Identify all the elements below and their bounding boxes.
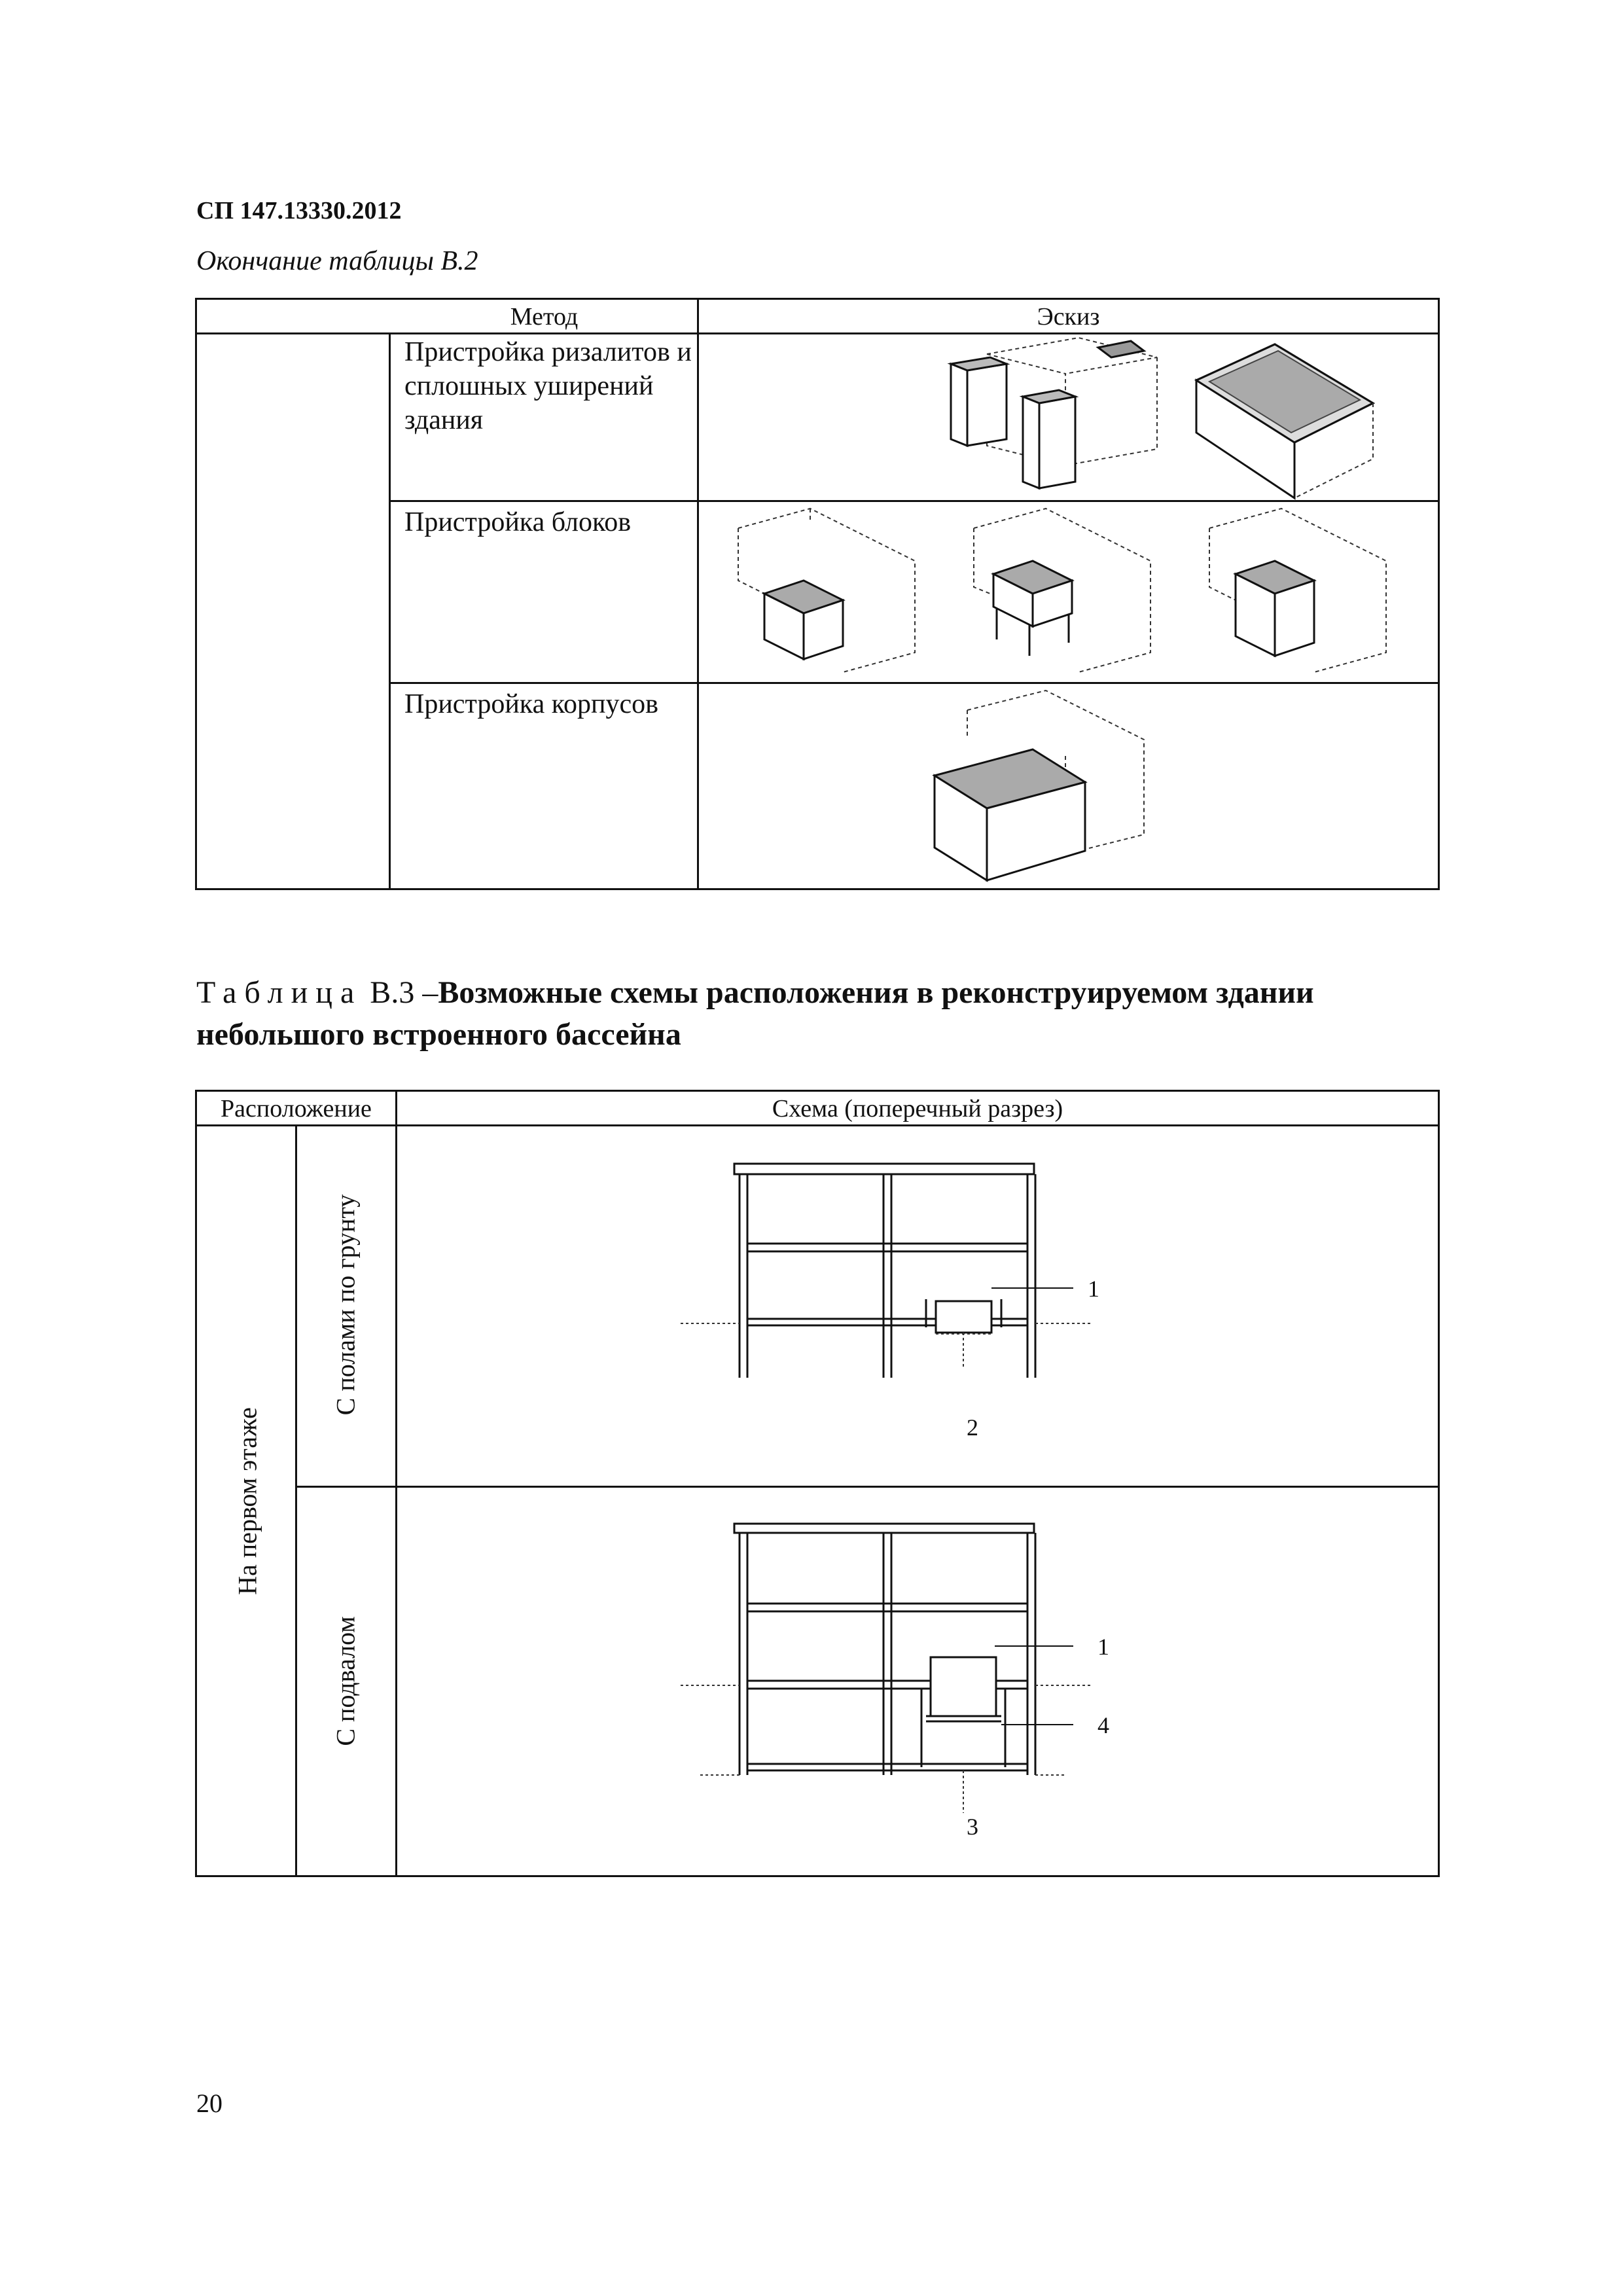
- caption-title: Возможные схемы расположения в реконструируемом здании небольшого встроенного бассейна: [196, 975, 1314, 1052]
- column-header-sketch: Эскиз: [1037, 303, 1100, 331]
- caption-number: В.3: [370, 975, 415, 1010]
- extension-blocks-sketch-icon: [699, 502, 1438, 682]
- caption-dash: –: [422, 975, 438, 1010]
- method-cell: Пристройка корпусов: [404, 689, 658, 719]
- pool-ground-floor-section-icon: [674, 1152, 1132, 1401]
- callout-number: 4: [1097, 1712, 1109, 1738]
- location-ground-floor: С полами по грунту: [330, 1194, 361, 1416]
- callout-number: 3: [967, 1814, 978, 1840]
- document-code: СП 147.13330.2012: [196, 197, 402, 224]
- extension-wings-sketch-icon: [699, 684, 1438, 888]
- column-header-location: Расположение: [221, 1095, 372, 1122]
- table-b3-caption: [196, 972, 1440, 1056]
- callout-number: 1: [1088, 1276, 1099, 1302]
- pool-basement-section-icon: [674, 1505, 1132, 1833]
- method-cell: Пристройка ризалитов и сплошных уширений здания: [404, 337, 692, 435]
- page-number: 20: [196, 2089, 223, 2118]
- callout-number: 1: [1097, 1634, 1109, 1660]
- location-basement: С подвалом: [330, 1616, 361, 1746]
- group-label-first-floor: На первом этаже: [232, 1407, 262, 1595]
- extension-risalit-sketch-icon: [699, 334, 1438, 500]
- callout-number: 2: [967, 1414, 978, 1441]
- column-header-method: Метод: [510, 303, 579, 331]
- method-cell: Пристройка блоков: [404, 507, 632, 537]
- table-continuation-label: Окончание таблицы В.2: [196, 246, 478, 276]
- column-header-scheme: Схема (поперечный разрез): [772, 1095, 1063, 1122]
- caption-prefix: Таблица: [196, 975, 363, 1010]
